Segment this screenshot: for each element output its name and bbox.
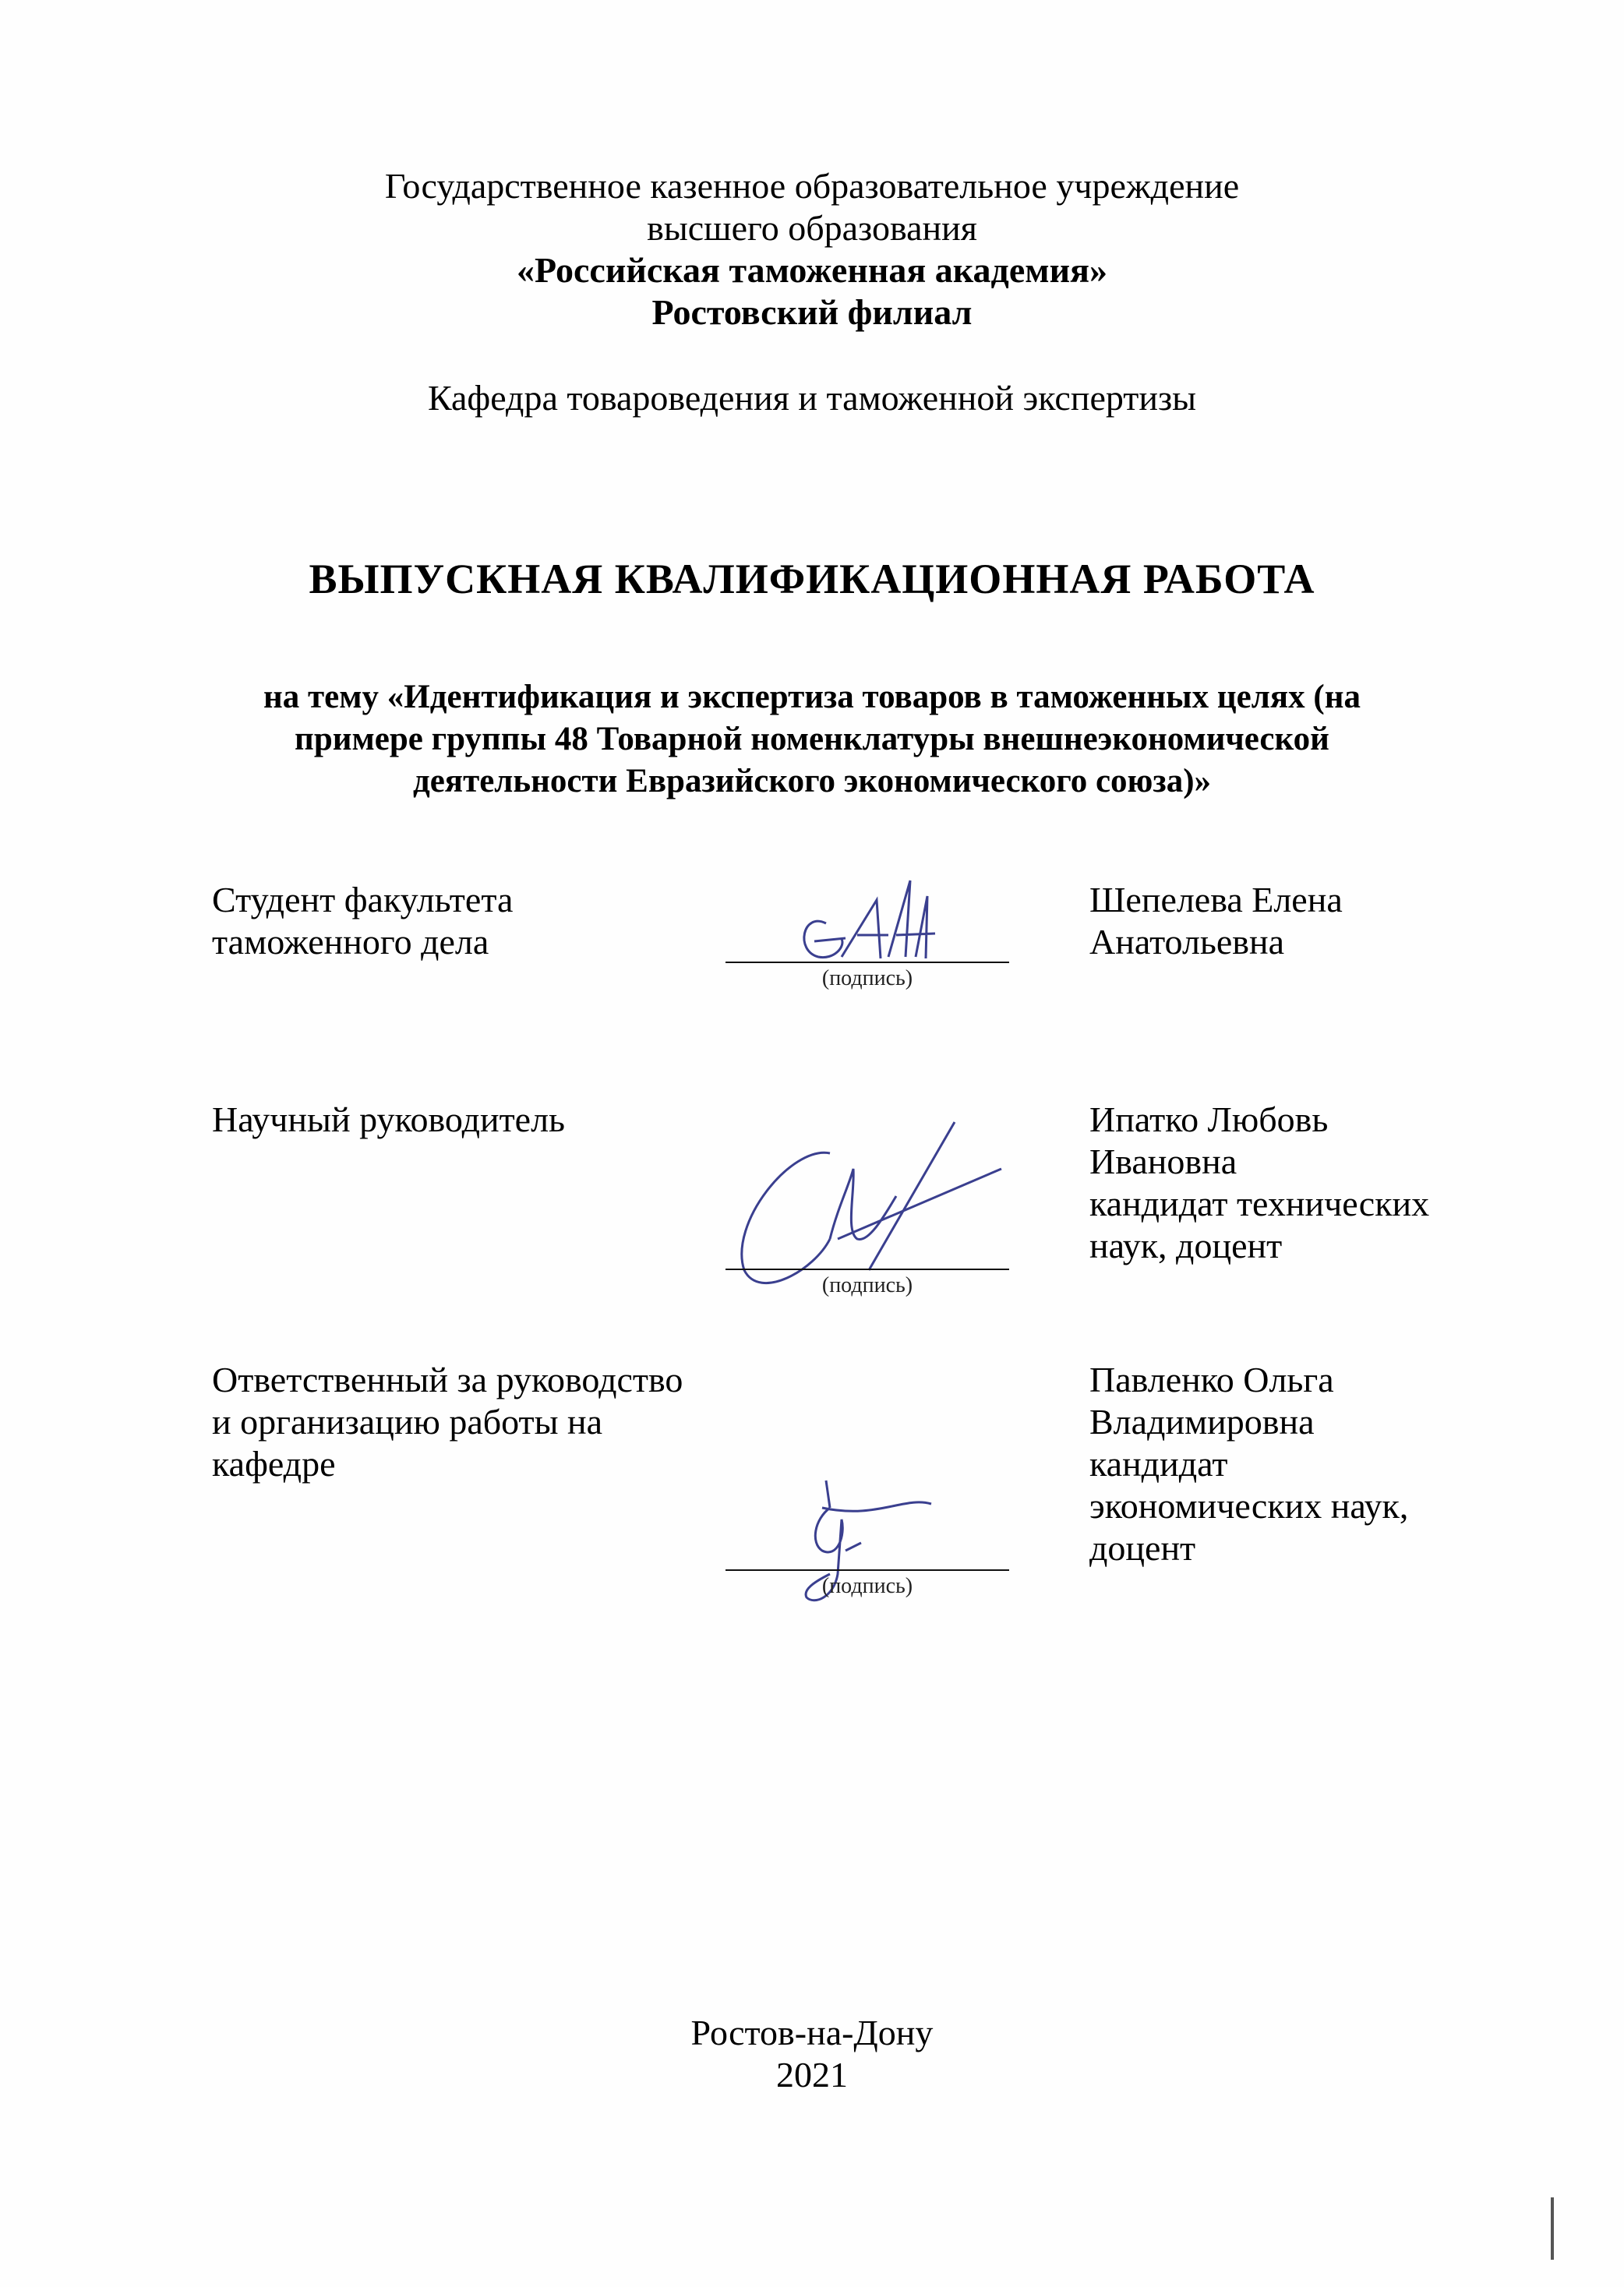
responsible-role-line-2: и организацию работы на bbox=[212, 1402, 603, 1442]
document-title: ВЫПУСКНАЯ КВАЛИФИКАЦИОННАЯ РАБОТА bbox=[309, 556, 1315, 602]
department-name: Кафедра товароведения и таможенной экспертизы bbox=[427, 378, 1197, 418]
academy-name: «Российская таможенная академия» bbox=[517, 250, 1107, 290]
student-signature-caption: (подпись) bbox=[821, 966, 913, 990]
responsible-degree-line-2: экономических наук, bbox=[1089, 1486, 1409, 1526]
student-role-line-1: Студент факультета bbox=[212, 880, 514, 919]
student-signature-line bbox=[726, 962, 1009, 963]
responsible-name-line-1: Павленко Ольга bbox=[1089, 1360, 1334, 1399]
supervisor-name-line-1: Ипатко Любовь bbox=[1089, 1099, 1329, 1139]
responsible-role-line-3: кафедре bbox=[212, 1444, 336, 1484]
responsible-signature-caption: (подпись) bbox=[821, 1574, 913, 1598]
supervisor-degree-line-1: кандидат технических bbox=[1089, 1184, 1430, 1223]
scan-edge-mark bbox=[1551, 2197, 1554, 2260]
supervisor-role: Научный руководитель bbox=[212, 1099, 566, 1139]
supervisor-degree-line-2: наук, доцент bbox=[1089, 1226, 1283, 1265]
responsible-name-line-2: Владимировна bbox=[1089, 1402, 1315, 1442]
supervisor-signature-caption: (подпись) bbox=[821, 1273, 913, 1297]
supervisor-signature-line bbox=[726, 1269, 1009, 1270]
year: 2021 bbox=[776, 2055, 848, 2095]
student-role-line-2: таможенного дела bbox=[212, 922, 489, 962]
responsible-signature-line bbox=[726, 1569, 1009, 1571]
student-name-line-2: Анатольевна bbox=[1089, 922, 1285, 962]
responsible-role-line-1: Ответственный за руководство bbox=[212, 1360, 683, 1399]
student-signature bbox=[771, 865, 974, 982]
institution-line-2: высшего образования bbox=[647, 208, 977, 248]
institution-line-1: Государственное казенное образовательное учреждение bbox=[384, 166, 1240, 206]
responsible-degree-line-3: доцент bbox=[1089, 1528, 1196, 1568]
responsible-degree-line-1: кандидат bbox=[1089, 1444, 1228, 1484]
supervisor-name-line-2: Ивановна bbox=[1089, 1142, 1237, 1181]
topic-line-2: примере группы 48 Товарной номенклатуры внешнеэкономической bbox=[295, 721, 1329, 757]
student-name-line-1: Шепелева Елена bbox=[1089, 880, 1343, 919]
city: Ростов-на-Дону bbox=[690, 2013, 934, 2052]
topic-line-1: на тему «Идентификация и экспертиза товаров в таможенных целях (на bbox=[263, 679, 1361, 715]
topic-line-3: деятельности Евразийского экономического союза)» bbox=[412, 763, 1212, 799]
branch-name: Ростовский филиал bbox=[651, 292, 973, 332]
